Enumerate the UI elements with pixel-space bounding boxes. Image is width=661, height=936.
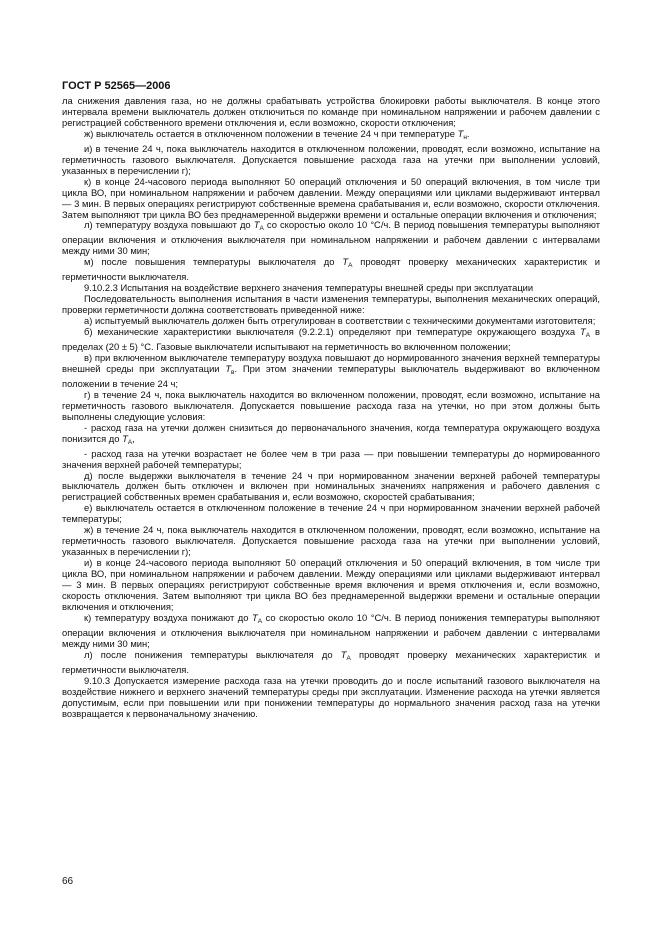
paragraph: л) после понижения температуры выключателя до $T_A$ проводят проверку механических характеристик и герметичности выключателя.	[62, 648, 600, 675]
paragraph: г) в течение 24 ч, пока выключатель находится во включенном положении, проводят, если возможно, испытание на герметичность газового выключателя. Допускается повышение расхода газа на утечки, но при этом должны быть выполнены следующие условия:	[62, 388, 600, 422]
paragraph: б) механические характеристики выключателя (9.2.2.1) определяют при температуре окружающего воздуха $T_A$ в пределах (20 ± 5) °С. Газовые выключатели испытывают на герметичность во включенном положении;	[62, 326, 600, 353]
paragraph: ла снижения давления газа, но не должны срабатывать устройства блокировки работы выключателя. В конце этого интервала времени выключатель должен отключиться по команде при номинальном напряжении и рабочем давлении с регистрацией собственного времени отключения и, если возможно, скорости отключения;	[62, 95, 600, 128]
paragraph: в) при включенном выключателе температуру воздуха повышают до нормированного значения верхней температуры внешней среды при эксплуатации $T_в$. При этом значении температуры выключатель выдерживают во включенном положении в течение 24 ч;	[62, 351, 600, 389]
paragraph: к) температуру воздуха понижают до $T_A$ со скоростью около 10 °С/ч. В период понижения температуры выполняют операции включения и отключения выключателя при номинальном напряжении и рабочем давлении с интервалами между ними 30 мин;	[62, 611, 600, 649]
section-heading: 9.10.2.3 Испытания на воздействие верхнего значения температуры внешней среды при эксплуатации	[84, 282, 534, 294]
paragraph: - расход газа на утечки возрастает не более чем в три раза — при повышении температуры до нормированного значения верхней рабочей температуры;	[62, 447, 600, 470]
document-body	[62, 96, 600, 719]
paragraph: - расход газа на утечки должен снизиться до первоначального значения, когда температура окружающего воздуха понизится до $T_A$,	[62, 421, 600, 446]
paragraph: ж) в течение 24 ч, пока выключатель находится в отключенном положении, проводят, если возможно, испытание на герметичность газового выключателя. Допускается повышение расхода газа на утечки при выполнении условий, указанных в перечислении г);	[62, 524, 600, 558]
paragraph: и) в конце 24-часового периода выполняют 50 операций отключения и 50 операций включения, в том числе три цикла ВО, при номинальном напряжении и рабочем давлении. Между операциями или циклами выдерживают интервал — 3 мин. В первых операциях регистрируют собственные время включения и время отключения и, если возможно, скорость отключения. Затем выполняют три цикла ВО без преднамеренной выдержки времени и остальные операции включения и отключения;	[62, 557, 600, 612]
paragraph: ж) выключатель остается в отключенном положении в течение 24 ч при температуре $T_н$.	[84, 127, 470, 141]
paragraph: 9.10.3 Допускается измерение расхода газа на утечки проводить до и после испытаний газового выключателя на воздействие нижнего и верхнего значений температуры среды при эксплуатации. Изменение расхода на утечки является допустимым, если при повышении или при понижении температуры до нормального значения расход газа на утечки возвращается к первоначальному значению.	[62, 674, 600, 719]
paragraph: л) температуру воздуха повышают до $T_A$ со скоростью около 10 °С/ч. В период повышения температуры выполняют операции включения и отключения выключателя при номинальном напряжении и рабочем давлении с интервалами между ними 30 мин;	[62, 219, 600, 257]
page-number: 66	[62, 876, 74, 887]
paragraph: а) испытуемый выключатель должен быть отрегулирован в соответствии с техническими документами изготовителя;	[84, 315, 596, 327]
paragraph: м) после повышения температуры выключателя до $T_A$ проводят проверку механических характеристик и герметичности выключателя.	[62, 256, 600, 283]
document-header: ГОСТ Р 52565—2006	[62, 80, 171, 92]
paragraph: Последовательность выполнения испытания в части изменения температуры, выполнения механических операций, проверки герметичности должна соответствовать приведенной ниже:	[62, 293, 600, 316]
paragraph: д) после выдержки выключателя в течение 24 ч при нормированном значении верхней рабочей температуры выключатель должен быть отключен и включен при номинальных значениях напряжения и рабочего давления с регистрацией собственных времен срабатывания и, если возможно, скоростей срабатывания;	[62, 469, 600, 503]
paragraph: к) в конце 24-часового периода выполняют 50 операций отключения и 50 операций включения, в том числе три цикла ВО, при номинальном напряжении и рабочем давлении. Между операциями или циклами выдерживают интервал — 3 мин. В первых операциях регистрируют собственные времена срабатывания и, если возможно, скорости отключения. Затем выполняют три цикла ВО без преднамеренной выдержки времени и остальные операции включения и отключения;	[62, 175, 600, 220]
paragraph: и) в течение 24 ч, пока выключатель находится в отключенном положении, проводят, если возможно, испытание на герметичность газового выключателя. Допускается повышение расхода газа на утечки при выполнении условий, указанных в перечислении г);	[62, 142, 600, 176]
paragraph: е) выключатель остается в отключенном положение в течение 24 ч при нормированном значении верхней рабочей температуры;	[62, 502, 600, 525]
